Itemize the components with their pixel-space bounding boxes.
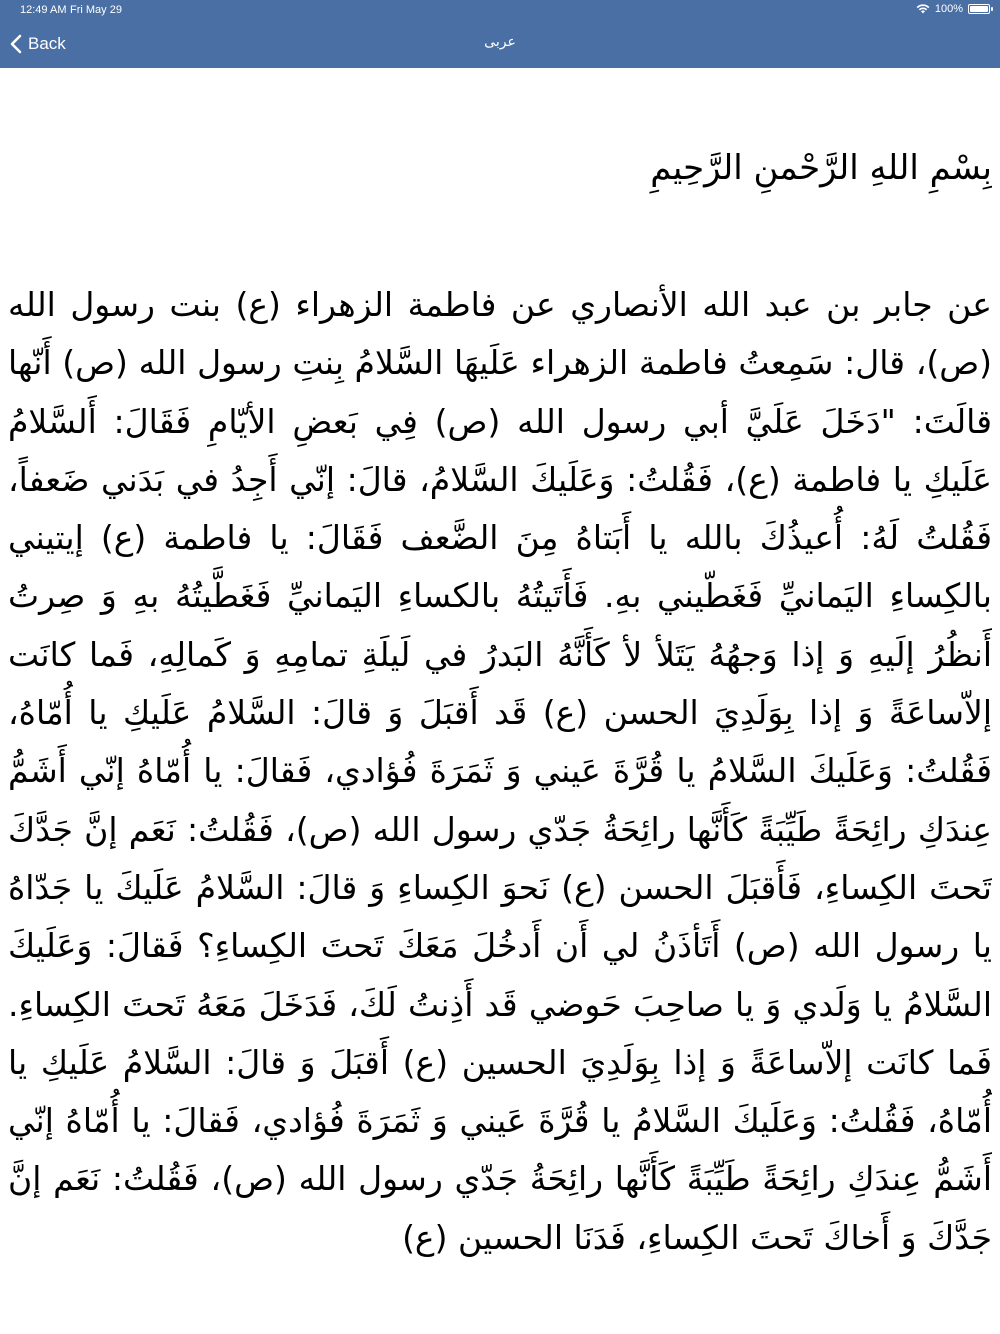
- status-bar: [0, 0, 1000, 20]
- navigation-bar: [0, 20, 1000, 68]
- bismillah-text: بِسْمِ اللهِ الرَّحْمنِ الرَّحِيمِ: [650, 148, 992, 188]
- battery-percent: 100%: [934, 3, 963, 15]
- battery-icon: [968, 4, 990, 14]
- body-text: عن جابر بن عبد الله الأنصاري عن فاطمة الزهراء (ع) بنت رسول الله (ص)، قال: سَمِعتُ فاطمة الزهراء عَلَيهَا السَّلامُ بِنتِ رسول الله (ص) أَنّها قالَتَ: "دَخَلَ عَلَيَّ أبي رسول الله (ص) فِي بَعضِ الأيّامِ فَقَالَ: أَلسَّلامُ عَلَيكِ يا فاطمة (ع)، فَقُلتُ: وَعَلَيكَ السَّلامُ، قالَ: إنّي أَجِدُ في بَدَني ضَعفاً، فَقُلتُ لَهُ: أُعيذُكَ بالله يا أَبَتاهُ مِنَ الضَّعف فَقَالَ: يا فاطمة (ع) إيتيني بالكِساءِ اليَمانيِّ فَغَطّيني بهِ. فَأَتَيتُهُ بالكساءِ اليَمانيِّ فَغَطَّيتُهُ بهِ وَ صِرتُ أَنظُرُ إلَيهِ وَ إذا وَجهُهُ يَتَلأ لأ كَأَنَّهُ البَدرُ في لَيلَةِ تمامِهِ وَ كَمالِهِ، فَما كانَت إلاّساعَةً وَ إذا بِوَلَدِيَ الحسن (ع) قَد أَقبَلَ وَ قالَ: السَّلامُ عَلَيكِ يا أُمّاهُ، فَقُلتُ: وَعَلَيكَ السَّلامُ يا قُرَّةَ عَيني وَ ثَمَرَةَ فُؤادي، فَقالَ: يا أُمّاهُ إنّي أَشَمُّ عِندَكِ رائِحَةً طَيِّبَةً كَأَنَّها رائِحَةُ جَدّي رسول الله (ص)، فَقُلتُ: نَعَم إنَّ جَدَّكَ تَحتَ الكِساءِ، فَأَقبَلَ الحسن (ع) نَحوَ الكِساءِ وَ قالَ: السَّلامُ عَلَيكَ يا جَدّاهُ يا رسول الله (ص) أَتَأذَنُ لي أَن أَدخُلَ مَعَكَ تَحتَ الكِساءِ؟ فَقالَ: وَعَلَيكَ السَّلامُ يا وَلَدي وَ يا صاحِبَ حَوضي قَد أَذِنتُ لَكَ، فَدَخَلَ مَعَهُ تَحتَ الكِساءِ. فَما كانَت إلاّساعَةً وَ إذا بِوَلَدِيَ الحسين (ع) أَقبَلَ وَ قالَ: السَّلامُ عَلَيكِ يا أُمّاهُ، فَقُلتُ: وَعَلَيكَ السَّلامُ يا قُرَّةَ عَيني وَ ثَمَرَةَ فُؤادي، فَقالَ: يا أُمّاهُ إنّي أَشَمُّ عِندَكِ رائِحَةً طَيِّبَةً كَأَنَّها رائِحَةُ جَدّي رسول الله (ص)، فَقُلتُ: نَعَم إنَّ جَدَّكَ وَ أَخاكَ تَحتَ الكِساءِ، فَدَنَا الحسين (ع): [8, 285, 992, 1257]
- status-right: [916, 3, 990, 15]
- page-title: عربی: [484, 34, 516, 50]
- content-scroll-view[interactable]: [8, 68, 992, 1334]
- status-time: 12:49 AM: [20, 4, 67, 16]
- back-label: Back: [28, 34, 66, 53]
- wifi-icon: [916, 4, 930, 14]
- status-date: Fri May 29: [70, 4, 122, 16]
